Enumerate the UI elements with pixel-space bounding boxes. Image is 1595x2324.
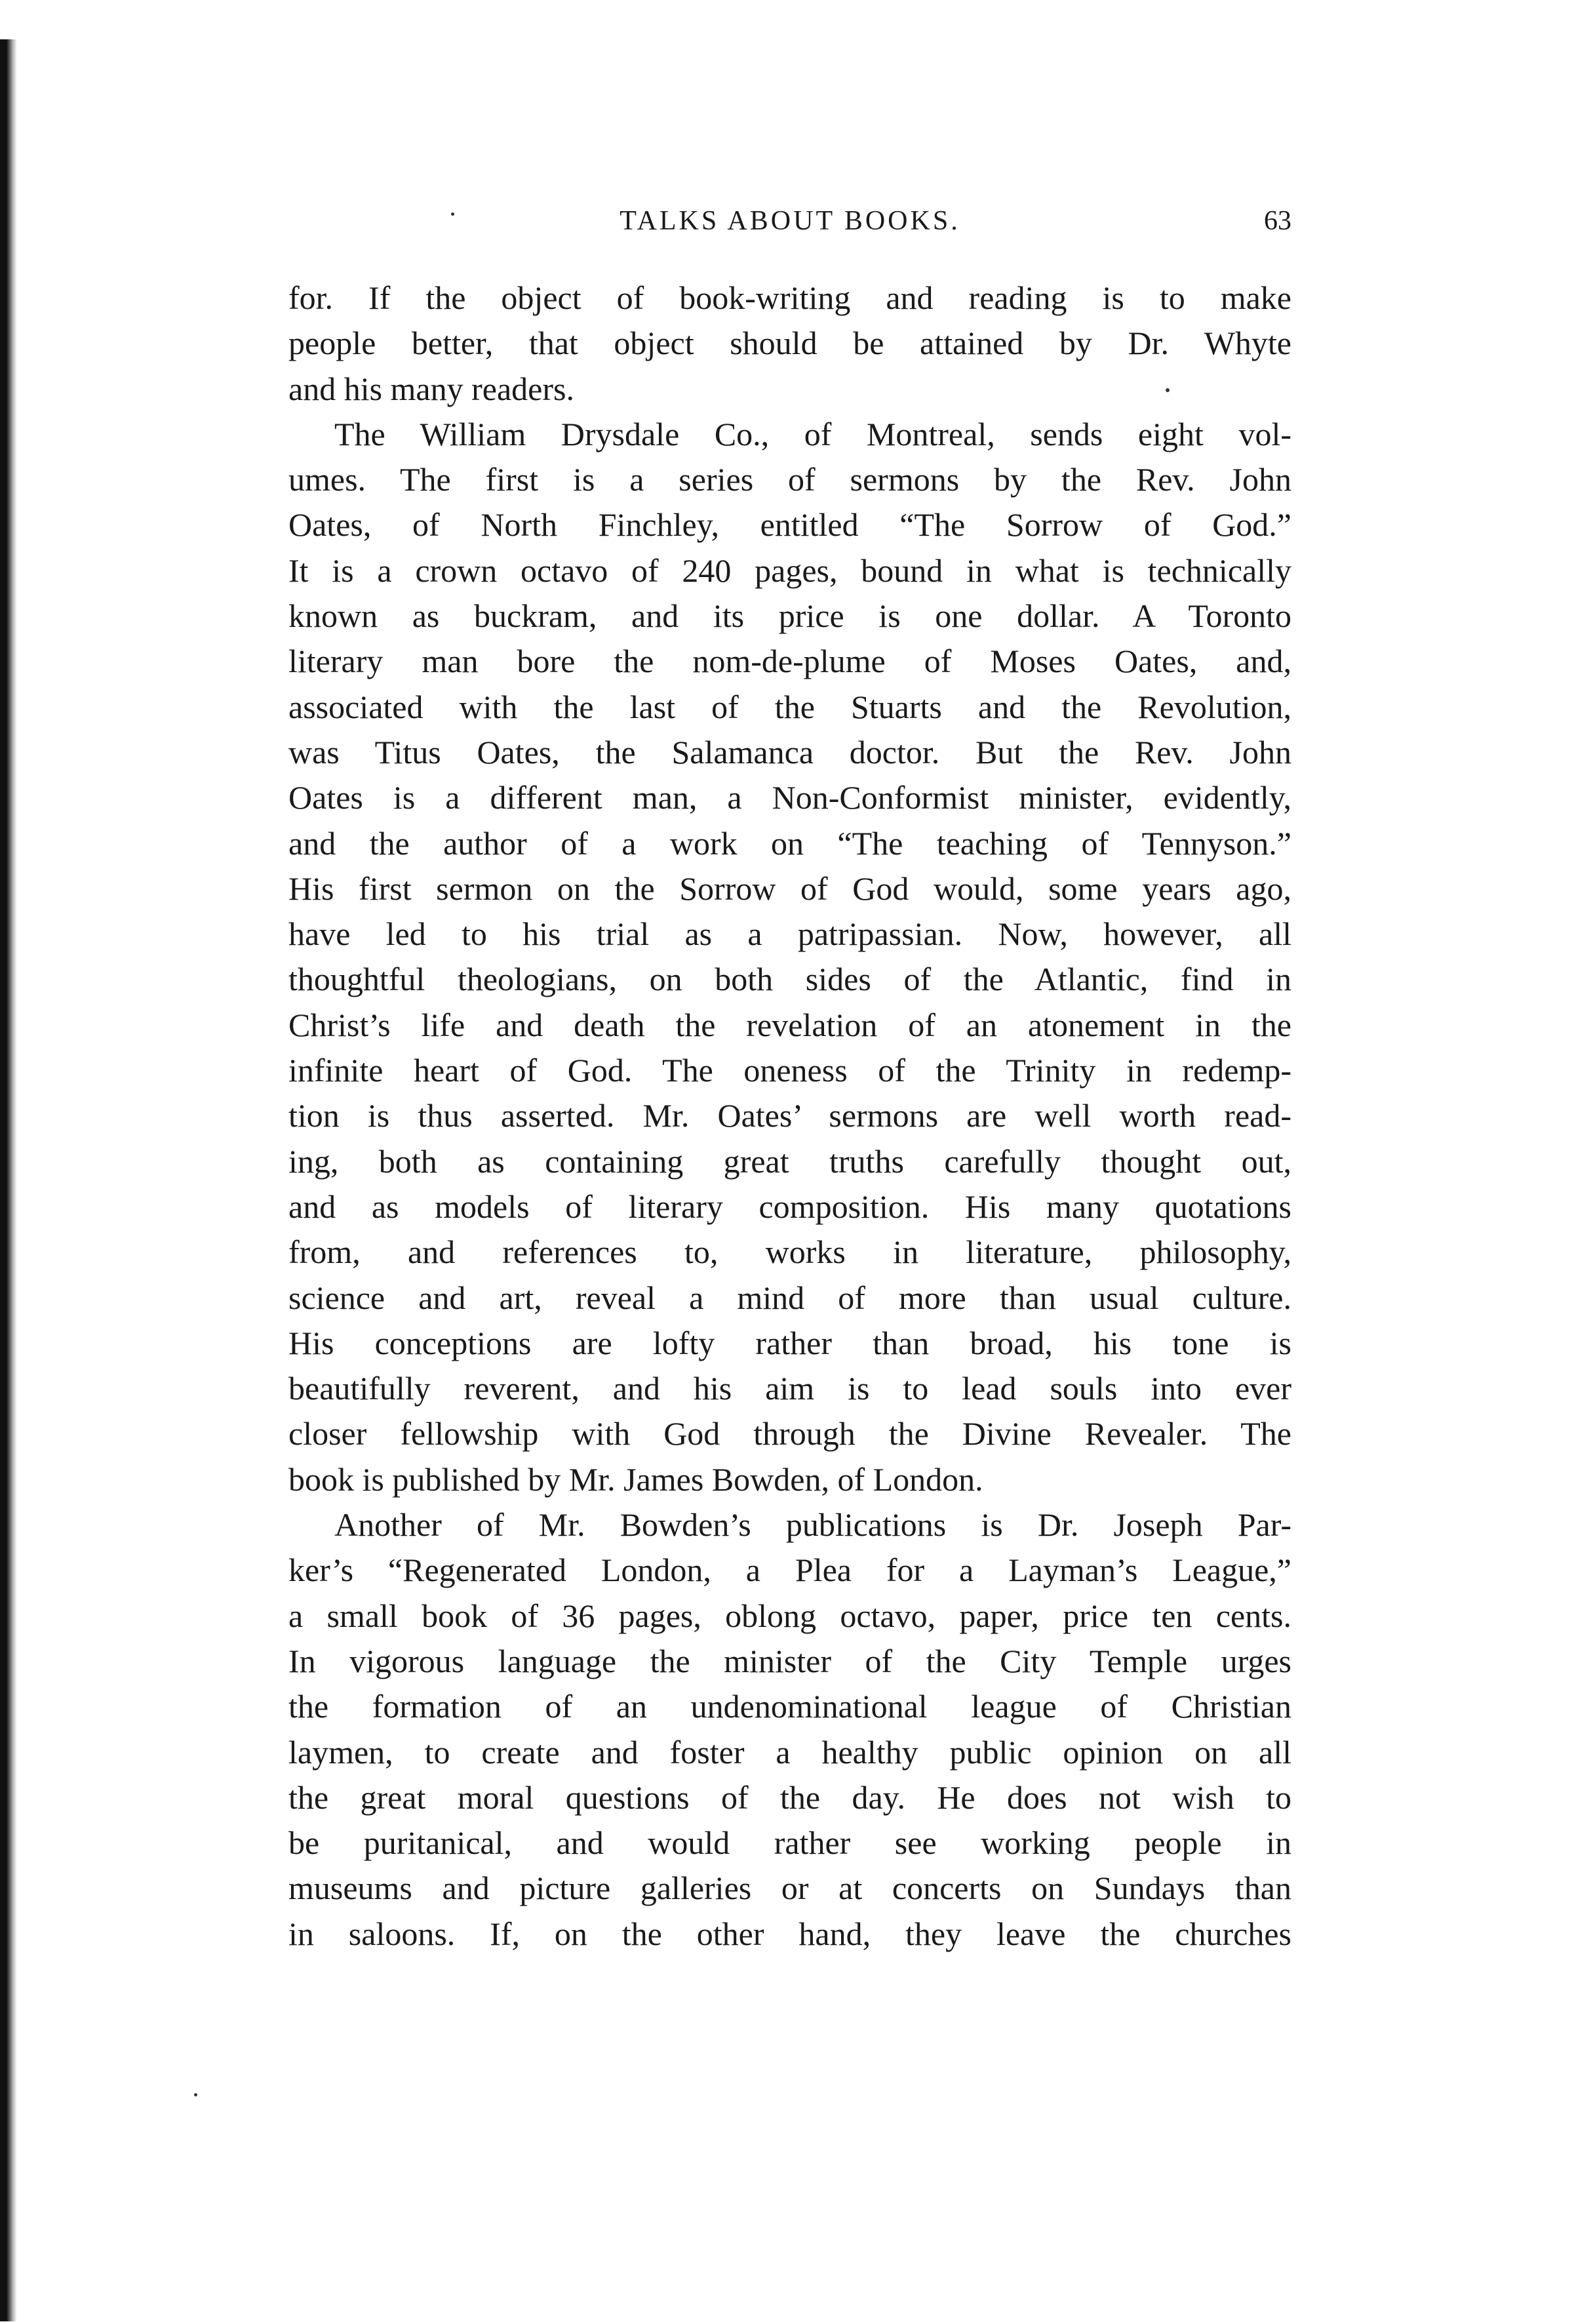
text-line: science and art, reveal a mind of more than usual culture. bbox=[288, 1279, 1291, 1316]
text-line: Christ’s life and death the revelation of an atonement in the bbox=[288, 1006, 1291, 1043]
text-line: ker’s “Regenerated London, a Plea for a Layman’s League,” bbox=[288, 1552, 1291, 1589]
text-line: laymen, to create and foster a healthy public opinion on all bbox=[288, 1733, 1291, 1771]
text-line: Oates, of North Finchley, entitled “The Sorrow of God.” bbox=[288, 506, 1291, 544]
text-line: the formation of an undenominational league of Christian bbox=[288, 1688, 1291, 1725]
text-line: umes. The first is a series of sermons by the Rev. John bbox=[288, 461, 1291, 498]
text-line: literary man bore the nom-de-plume of Moses Oates, and, bbox=[288, 643, 1291, 680]
text-line: and the author of a work on “The teaching of Tennyson.” bbox=[288, 824, 1291, 862]
running-head bbox=[288, 205, 1291, 251]
text-line: book is published by Mr. James Bowden, of London. bbox=[288, 1460, 983, 1498]
text-line: His first sermon on the Sorrow of God would, some years ago, bbox=[288, 870, 1291, 907]
body-text bbox=[288, 275, 1291, 1957]
text-line: and as models of literary composition. His many quotations bbox=[288, 1188, 1291, 1225]
text-line: and his many readers. bbox=[288, 370, 574, 407]
text-line: infinite heart of God. The oneness of the Trinity in redemp- bbox=[288, 1052, 1291, 1089]
text-line: The William Drysdale Co., of Montreal, sends eight vol- bbox=[334, 415, 1291, 452]
text-line: It is a crown octavo of 240 pages, bound in what is technically bbox=[288, 551, 1291, 589]
text-line: closer fellowship with God through the Divine Revealer. The bbox=[288, 1415, 1291, 1452]
text-line: from, and references to, works in literature, philosophy, bbox=[288, 1233, 1291, 1271]
text-line: His conceptions are lofty rather than broad, his tone is bbox=[288, 1324, 1291, 1361]
text-line: museums and picture galleries or at concerts on Sundays than bbox=[288, 1870, 1291, 1907]
text-line: people better, that object should be attained by Dr. Whyte bbox=[288, 325, 1291, 362]
text-line: Another of Mr. Bowden’s publications is Dr. Joseph Par- bbox=[334, 1506, 1291, 1544]
text-line: be puritanical, and would rather see working people in bbox=[288, 1824, 1291, 1862]
text-line: have led to his trial as a patripassian. Now, however, all bbox=[288, 915, 1291, 953]
page-number: 63 bbox=[1264, 206, 1291, 236]
text-line: beautifully reverent, and his aim is to lead souls into ever bbox=[288, 1370, 1291, 1407]
text-line: In vigorous language the minister of the City Temple urges bbox=[288, 1642, 1291, 1679]
scan-binding-edge bbox=[0, 39, 17, 2321]
text-line: thoughtful theologians, on both sides of the Atlantic, find in bbox=[288, 961, 1291, 998]
text-line: the great moral questions of the day. He does not wish to bbox=[288, 1778, 1291, 1816]
scan-speck bbox=[194, 2093, 197, 2096]
text-line: was Titus Oates, the Salamanca doctor. But the Rev. John bbox=[288, 733, 1291, 771]
text-line: a small book of 36 pages, oblong octavo, paper, price ten cents. bbox=[288, 1597, 1291, 1634]
text-line: for. If the object of book-writing and reading is to make bbox=[288, 279, 1291, 316]
text-line: known as buckram, and its price is one dollar. A Toronto bbox=[288, 597, 1291, 635]
text-line: ing, both as containing great truths carefully thought out, bbox=[288, 1142, 1291, 1180]
text-line: in saloons. If, on the other hand, they leave the churches bbox=[288, 1915, 1291, 1952]
text-line: tion is thus asserted. Mr. Oates’ sermons are well worth read- bbox=[288, 1097, 1291, 1134]
text-line: Oates is a different man, a Non-Conformist minister, evidently, bbox=[288, 779, 1291, 816]
running-title: TALKS ABOUT BOOKS. bbox=[620, 206, 960, 236]
text-line: associated with the last of the Stuarts and the Revolution, bbox=[288, 688, 1291, 725]
